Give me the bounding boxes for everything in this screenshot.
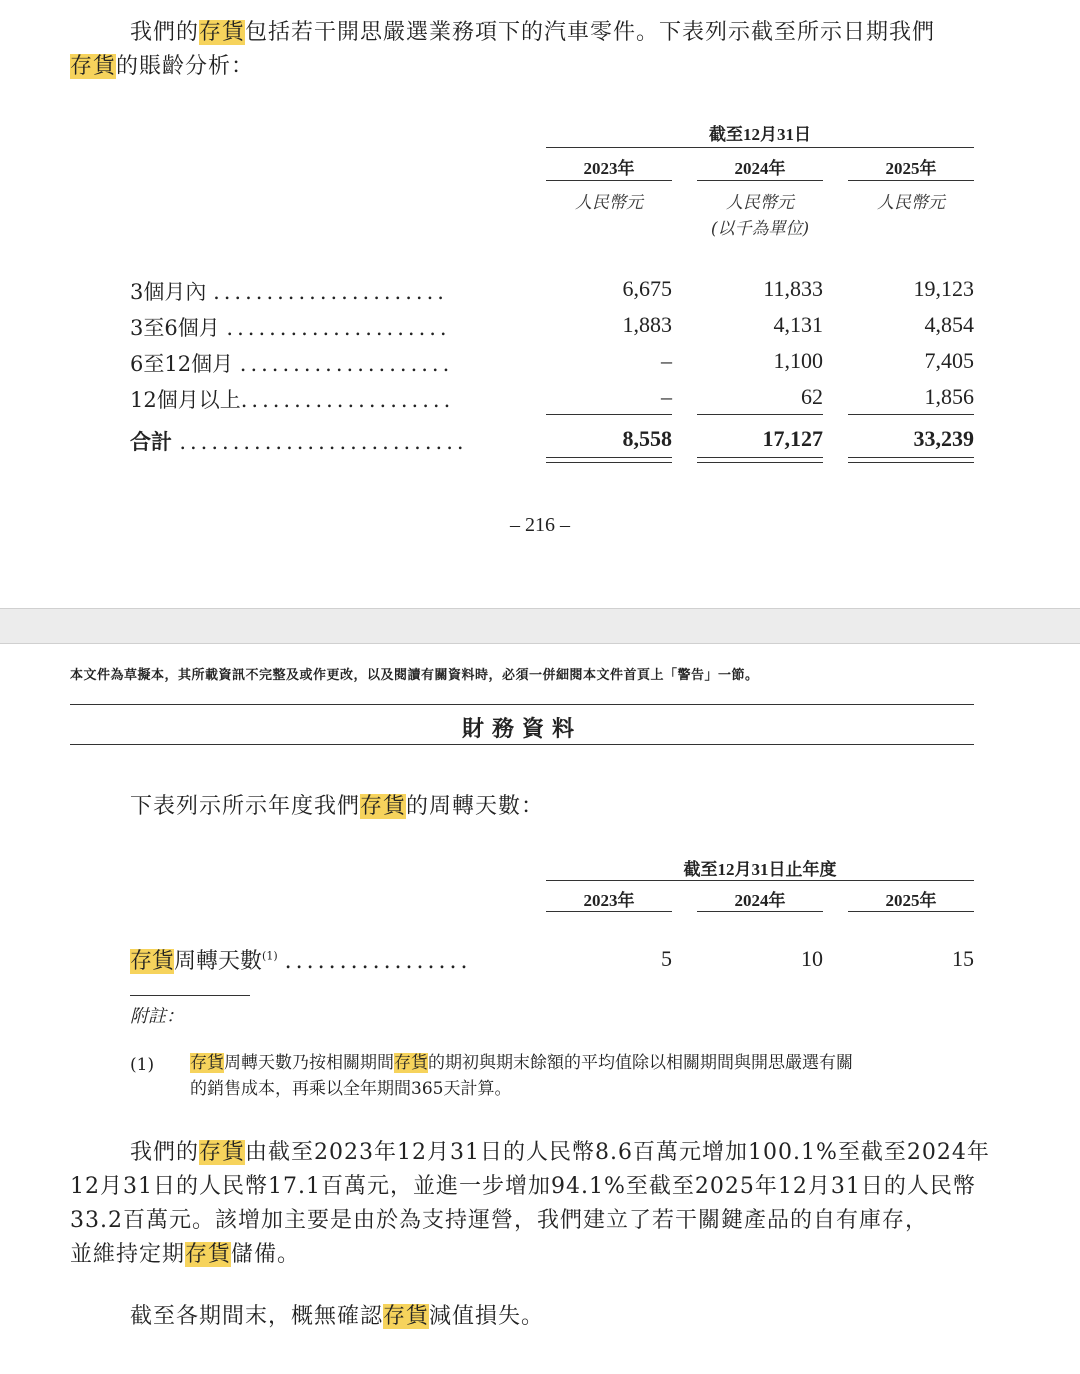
leader-dots: ..................... (226, 316, 451, 340)
intro-text: 的賬齡分析： (116, 54, 255, 79)
page-separator (0, 608, 1080, 644)
draft-notice: 本文件為草擬本，其所載資訊不完整及或作更改，以及閱讀有關資料時，必須一併細閱本文件首頁上「警告」一節。 (70, 668, 759, 683)
section-rule-bottom (70, 744, 974, 745)
leader-dots: ................. (284, 949, 472, 974)
row-label-text: 3個月內 (130, 280, 207, 304)
leader-dots: .................... (240, 388, 455, 412)
table-cell: 7,405 (924, 348, 974, 373)
unit-label: 人民幣元 (575, 193, 643, 213)
leader-dots: ........................... (179, 430, 468, 454)
impairment-paragraph (130, 1300, 980, 1334)
year-rule (697, 180, 823, 181)
table-cell: 1,100 (773, 348, 823, 373)
intro-text: 我們的 (130, 20, 200, 45)
double-rule (848, 462, 974, 463)
paragraph-line (70, 1238, 980, 1272)
section-title: 財務資料 (461, 717, 582, 742)
total-cell: 17,127 (762, 426, 823, 451)
paragraph-line (70, 1136, 990, 1170)
row-label-text: 周轉天數 (174, 949, 263, 974)
notes-rule (130, 995, 250, 996)
column-span-header: 截至12月31日止年度 (683, 860, 837, 879)
table-row-label (130, 384, 520, 414)
text: 截至各期間末，概無確認 (130, 1304, 384, 1329)
year-header-2025: 2025年 (885, 891, 937, 910)
note-text-part: 周轉天數乃按相關期間 (224, 1053, 394, 1073)
total-row-label (130, 426, 520, 456)
growth-paragraph (70, 1136, 990, 1272)
row-label-text: 6至12個月 (130, 352, 234, 376)
subtotal-rule (848, 414, 974, 415)
table-row-label (130, 348, 520, 378)
subtotal-rule (697, 414, 823, 415)
double-rule (697, 457, 823, 458)
note-text (190, 1050, 980, 1102)
paragraph-line: 12月31日的人民幣17.1百萬元，並進一步增加94.1%至截至2025年12月31日的人民幣 (70, 1174, 976, 1199)
highlight-inventory: 存貨 (70, 54, 117, 79)
table-cell: 19,123 (913, 276, 974, 301)
highlight-inventory: 存貨 (199, 20, 246, 45)
highlight-inventory: 存貨 (185, 1242, 232, 1267)
year-header-2023: 2023年 (583, 891, 635, 910)
column-span-header: 截至12月31日 (709, 125, 811, 144)
note-line (190, 1050, 980, 1076)
text: 我們的 (130, 1140, 200, 1165)
table-row-label (130, 276, 520, 306)
text: 並維持定期 (70, 1242, 186, 1267)
table-cell: 5 (661, 946, 672, 971)
year-header-2023: 2023年 (583, 159, 635, 178)
highlight-inventory: 存貨 (199, 1140, 246, 1165)
year-rule (546, 180, 672, 181)
highlight-inventory: 存貨 (190, 1053, 224, 1073)
year-header-2024: 2024年 (734, 891, 786, 910)
footnote-ref: (1) (262, 949, 278, 963)
table-cell: – (661, 348, 672, 373)
table-cell: 4,131 (773, 312, 823, 337)
header-rule (546, 147, 974, 148)
intro-text: 的周轉天數： (406, 794, 545, 819)
table-cell: 10 (801, 946, 823, 971)
unit-label: 人民幣元 (877, 193, 945, 213)
unit-note: (以千為單位) (710, 219, 810, 239)
section-rule-top (70, 704, 974, 705)
header-rule (546, 880, 974, 881)
table-cell: 6,675 (622, 276, 672, 301)
text: 減值損失。 (429, 1304, 545, 1329)
note-text-part: 的期初與期末餘額的平均值除以相關期間與開思嚴選有關 (428, 1053, 853, 1073)
text: 儲備。 (231, 1242, 301, 1267)
row-label-text: 12個月以上 (130, 388, 241, 412)
year-header-2025: 2025年 (885, 159, 937, 178)
total-cell: 33,239 (913, 426, 974, 451)
year-rule (848, 911, 974, 912)
intro-text: 下表列示所示年度我們 (130, 794, 361, 819)
double-rule (697, 462, 823, 463)
leader-dots: ...................... (213, 280, 448, 304)
double-rule (848, 457, 974, 458)
year-rule (546, 911, 672, 912)
intro-text: 包括若干開思嚴選業務項下的汽車零件。下表列示截至所示日期我們 (245, 20, 936, 45)
notes-heading: 附註： (130, 1006, 184, 1027)
intro-paragraph-line2 (70, 50, 970, 84)
paragraph-line: 33.2百萬元。該增加主要是由於為支持運營，我們建立了若干關鍵產品的自有庫存， (70, 1208, 928, 1233)
note-marker: (1) (130, 1055, 155, 1075)
table-cell: 1,883 (622, 312, 672, 337)
table-cell: 15 (952, 946, 974, 971)
highlight-inventory: 存貨 (383, 1304, 430, 1329)
row-label-text: 合計 (130, 429, 172, 454)
turnover-row-label (130, 944, 520, 975)
table-cell: 4,854 (924, 312, 974, 337)
unit-label: 人民幣元 (726, 193, 794, 213)
year-rule (697, 911, 823, 912)
turnover-intro (130, 790, 980, 824)
page-number: – 216 – (510, 514, 570, 536)
year-rule (848, 180, 974, 181)
table-cell: 11,833 (763, 276, 823, 301)
table-cell: – (661, 384, 672, 409)
double-rule (546, 462, 672, 463)
text: 由截至2023年12月31日的人民幣8.6百萬元增加100.1%至截至2024年 (245, 1140, 990, 1165)
year-header-2024: 2024年 (734, 159, 786, 178)
intro-paragraph (130, 16, 980, 50)
highlight-inventory: 存貨 (360, 794, 407, 819)
table-row-label (130, 312, 520, 342)
table-cell: 1,856 (924, 384, 974, 409)
table-cell: 62 (801, 384, 823, 409)
double-rule (546, 457, 672, 458)
highlight-inventory: 存貨 (394, 1053, 428, 1073)
note-line: 的銷售成本，再乘以全年期間365天計算。 (190, 1079, 512, 1099)
leader-dots: .................... (239, 352, 454, 376)
total-cell: 8,558 (622, 426, 672, 451)
subtotal-rule (546, 414, 672, 415)
row-label-text: 3至6個月 (130, 316, 220, 340)
highlight-inventory: 存貨 (130, 949, 175, 974)
